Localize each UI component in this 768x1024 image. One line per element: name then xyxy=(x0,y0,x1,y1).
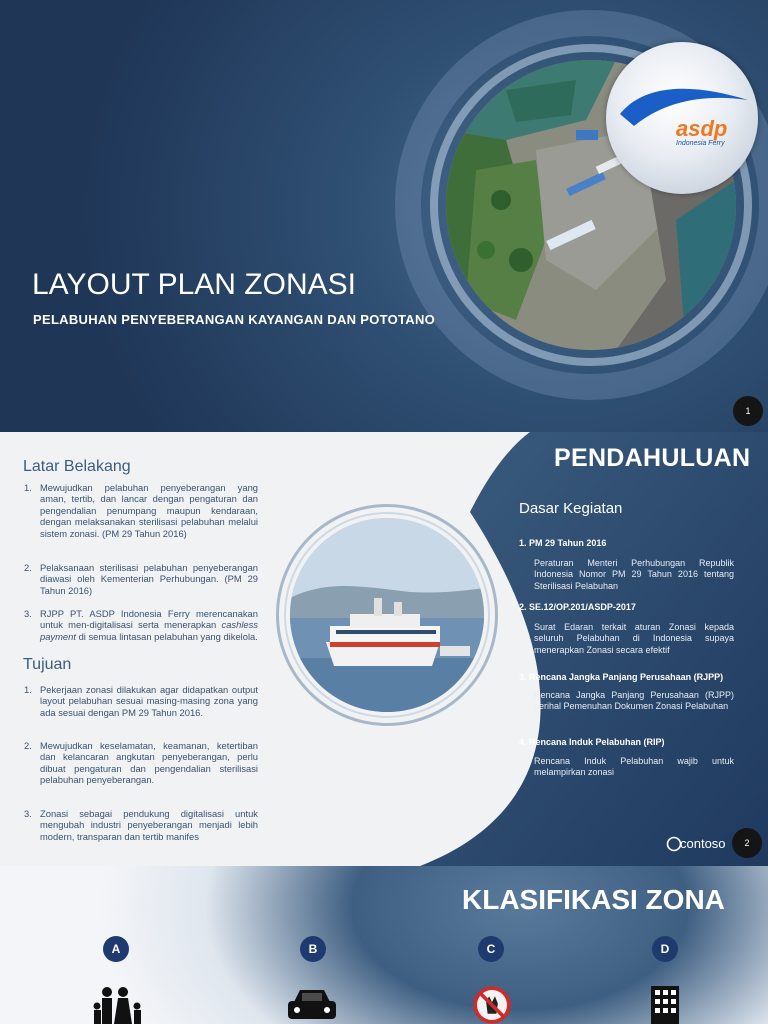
dasar-item-title: 1. PM 29 Tahun 2016 xyxy=(519,538,607,548)
car-icon xyxy=(286,986,338,1024)
zone-badge-d: D xyxy=(652,936,678,962)
no-entry-hand-icon xyxy=(466,986,518,1024)
zone-badge-a: A xyxy=(103,936,129,962)
dasar-item-title: 2. SE.12/OP.201/ASDP-2017 xyxy=(519,602,636,612)
slide-title-klasifikasi: KLASIFIKASI ZONA xyxy=(462,884,725,915)
dasar-item-desc: Rencana Jangka Panjang Perusahaan (RJPP) perihal Pemenuhan Dokumen Zonasi Pelabuhan xyxy=(534,690,734,712)
ferry-illustration xyxy=(290,518,484,712)
page-number-badge: 2 xyxy=(732,828,762,858)
slide-title xyxy=(0,0,768,432)
zone-badge-b: B xyxy=(300,936,326,962)
dasar-item-title: 3. Rencana Jangka Panjang Perusahaan (RJPP) xyxy=(519,672,724,682)
list-item: 2. Mewujudkan keselamatan, keamanan, ketertiban dan kelancaran angkutan penyeberangan, perlu dibuat pengaturan dan pengendalian sterilisasi pelabuhan penyeberangan. xyxy=(24,740,258,786)
list-item: 3. Zonasi sebagai pendukung digitalisasi untuk mengubah industri penyeberangan menjadi lebih modern, transparan dan tertib manifes xyxy=(24,808,258,842)
ferry-photo xyxy=(290,518,484,712)
presentation-subtitle: PELABUHAN PENYEBERANGAN KAYANGAN DAN POTOTANO xyxy=(33,312,436,327)
list-item: 2. Pelaksanaan sterilisasi pelabuhan penyeberangan diawasi oleh Kementerian Perhubungan. (PM 29 Tahun 2016) xyxy=(24,562,258,596)
slide-klasifikasi-zona xyxy=(0,866,768,1024)
heading-tujuan: Tujuan xyxy=(23,656,72,673)
slide-title-pendahuluan: PENDAHULUAN xyxy=(554,444,751,472)
logo-tagline: Indonesia Ferry xyxy=(676,140,725,147)
list-item: 1. Pekerjaan zonasi dilakukan agar didapatkan output layout pelabuhan sesuai masing-masing zona yang ada sesuai dengan PM 29 Tahun 2016. xyxy=(24,684,258,718)
list-item: 1. Mewujudkan pelabuhan penyeberangan yang aman, tertib, dan lancar dengan pengaturan dan pengendalian penumpang maupun kendaraan, dengan melaksanakan sterilisasi pelabuhan melalui sistem zonasi. (PM 29 Tahun 2016) xyxy=(24,482,258,539)
dasar-item-desc: Peraturan Menteri Perhubungan Republik Indonesia Nomor PM 29 Tahun 2016 tentang Sterilisasi Pelabuhan xyxy=(534,558,734,591)
dasar-item-title: 4. Rencana Induk Pelabuhan (RIP) xyxy=(519,737,665,747)
presentation-title: LAYOUT PLAN ZONASI xyxy=(32,268,356,301)
heading-latar-belakang: Latar Belakang xyxy=(23,458,131,475)
logo-wordmark: asdp xyxy=(676,116,728,141)
dasar-item-desc: Surat Edaran terkait aturan Zonasi kepada seluruh Pelabuhan di Indonesia supaya menerapkan Zonasi secara efektif xyxy=(534,622,734,655)
page-number-badge: 1 xyxy=(733,396,763,426)
heading-dasar-kegiatan: Dasar Kegiatan xyxy=(519,500,623,517)
brand-text: contoso xyxy=(680,836,726,851)
family-icon xyxy=(90,986,146,1024)
dasar-item-desc: Rencana Induk Pelabuhan wajib untuk melampirkan zonasi xyxy=(534,756,734,778)
zone-badge-c: C xyxy=(478,936,504,962)
list-item: 3. RJPP PT. ASDP Indonesia Ferry merencanakan untuk men-digitalisasi serta menerapkan cashless payment di semua lintasan pelabuhan yang dikelola. xyxy=(24,608,258,642)
building-icon xyxy=(651,986,679,1024)
slide-pendahuluan xyxy=(0,432,768,866)
